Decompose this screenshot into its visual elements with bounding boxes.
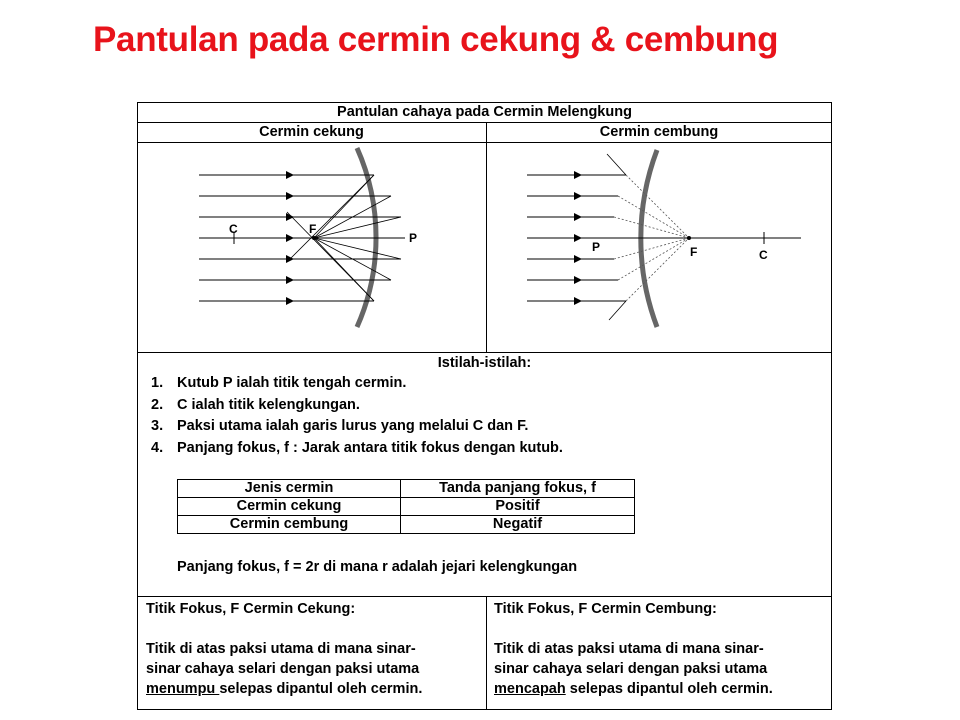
focus-convex-block [494,599,773,699]
table-header-row [178,480,635,498]
focus-concave-heading: Titik Fokus, F Cermin Cekung: [146,601,356,617]
table-cell: Cermin cekung [178,498,401,516]
label-p-convex: P [592,240,601,254]
focus-convex-heading: Titik Fokus, F Cermin Cembung: [494,601,717,617]
focal-length-formula: Panjang fokus, f = 2r di mana r adalah jejari kelengkungan [177,559,578,575]
ray-arrows [286,171,294,305]
table-row [178,498,635,516]
list-item: 3. Paksi utama ialah garis lurus yang melalui C dan F. [151,418,529,434]
focus-convex-line3: mencapah selepas dipantul oleh cermin. [494,681,773,697]
convex-mirror-diagram [527,150,801,327]
label-f-convex: F [690,245,698,259]
list-item: 4. Panjang fokus, f : Jarak antara titik fokus dengan kutub. [151,439,563,456]
focus-convex-line2: sinar cahaya selari dengan paksi utama [494,661,768,677]
label-f-concave: F [309,222,317,236]
keyword-converge: menumpu [146,681,220,697]
list-item: 1. Kutub P ialah titik tengah cermin. [151,375,407,391]
focus-concave-line3: menumpu selepas dipantul oleh cermin. [146,681,423,697]
column-header-convex: Cermin cembung [599,124,719,140]
focus-point [687,236,691,240]
ray-arrows [574,171,582,305]
table-cell: Negatif [401,516,635,534]
list-item: 2. C ialah titik kelengkungan. [151,396,360,413]
table-header: Jenis cermin [178,480,401,498]
table-heading: Pantulan cahaya pada Cermin Melengkung [337,104,632,120]
focus-convex-line1: Titik di atas paksi utama di mana sinar- [494,641,764,657]
reflection-sheet [137,102,832,710]
table-row [178,516,635,534]
label-c-concave: C [229,222,238,236]
table-header: Tanda panjang fokus, f [401,480,635,498]
focus-concave-line1: Titik di atas paksi utama di mana sinar- [146,641,416,657]
table-cell: Cermin cembung [178,516,401,534]
terms-heading: Istilah-istilah: [437,355,532,371]
reflected-rays [607,154,626,320]
focal-sign-table [177,479,635,534]
keyword-diverge: mencapah [494,681,566,697]
terms-list [151,373,563,459]
label-p-concave: P [409,231,418,245]
focus-concave-line2: sinar cahaya selari dengan paksi utama [146,661,420,677]
column-header-concave: Cermin cekung [259,124,364,140]
table-cell: Positif [401,498,635,516]
label-c-convex: C [759,248,768,262]
slide-title: Pantulan pada cermin cekung & cembung [93,20,779,59]
focus-concave-block [146,599,422,699]
